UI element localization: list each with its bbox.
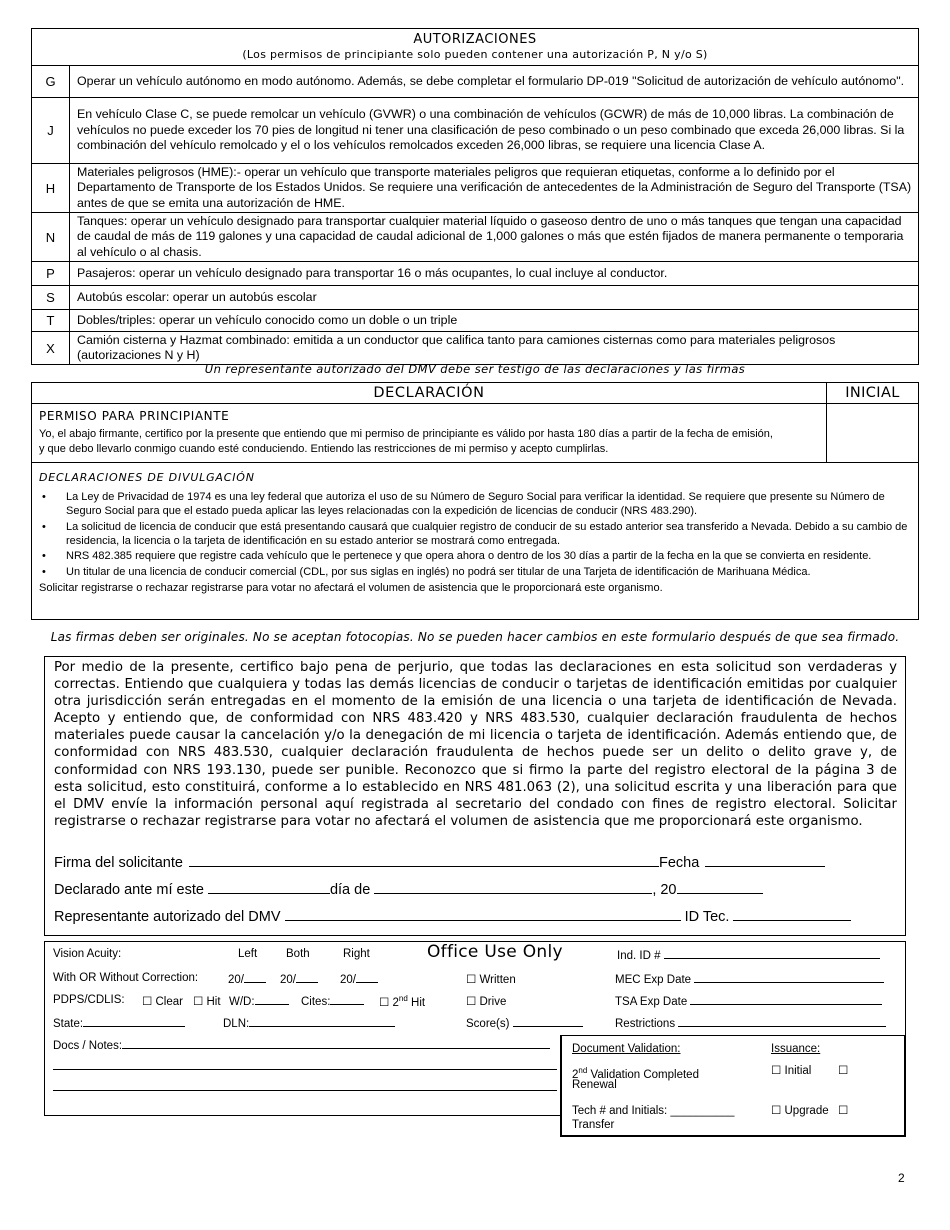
year-field[interactable] <box>677 880 763 894</box>
date-label: Fecha <box>658 855 700 871</box>
right-label: Right <box>343 948 370 960</box>
second-hit-box: ☐ 2 <box>379 996 399 1009</box>
witness-note: Un representante autorizado del DMV debe ser testigo de las declaraciones y las firmas <box>204 362 746 376</box>
page-number: 2 <box>898 1171 905 1185</box>
voter-note: Solicitar registrarse o rechazar registrarse para votar no afectará el volumen de asistencia que le proporcionará este organismo. <box>39 582 663 594</box>
learner-permit-title: PERMISO PARA PRINCIPIANTE <box>39 409 230 423</box>
dln-row <box>223 1016 395 1030</box>
endorsements-subtitle: (Los permisos de principiante solo pueden contener una autorización P, N y/o S) <box>242 48 708 61</box>
endorsement-row-s <box>32 286 918 310</box>
tech-initials-label: Tech # and Initials: __________ <box>572 1105 735 1117</box>
ind-id-label: Ind. ID # <box>617 950 661 962</box>
learner-permit-text: Yo, el abajo firmante, certifico por la presente que entiendo que mi permiso de principiante es válido por hasta 180 días a partir de la fecha de emisión, y que debo llevarlo conmigo cuando esté conduciendo. Entiendo las restricciones de mi permiso y acepto cumplirlas. <box>39 428 773 455</box>
endorsement-text: Camión cisterna y Hazmat combinado: emitida a un conductor que califica tanto para camiones cisternas como para materiales peligrosos (autorizaciones N y H) <box>77 332 836 362</box>
acuity-right-field[interactable] <box>356 972 378 983</box>
score-label: Score(s) <box>466 1018 510 1030</box>
ind-id-row <box>617 948 880 962</box>
mec-exp-field[interactable] <box>694 972 884 983</box>
wd-field[interactable] <box>255 994 289 1005</box>
restrictions-label: Restrictions <box>615 1018 676 1030</box>
endorsements-table <box>31 28 919 365</box>
acuity-left-field[interactable] <box>244 972 266 983</box>
endorsement-code: G <box>32 66 70 97</box>
docs-notes-label: Docs / Notes: <box>53 1040 123 1052</box>
issuance-title: Issuance: <box>771 1043 821 1055</box>
endorsement-row-h <box>32 164 918 213</box>
endorsement-code: H <box>32 164 70 212</box>
drive-checkbox[interactable]: ☐ Drive <box>466 996 507 1008</box>
notes-field-2[interactable] <box>53 1059 557 1070</box>
notes-field-3[interactable] <box>53 1080 557 1091</box>
date-field[interactable] <box>705 853 825 867</box>
endorsement-code: S <box>32 286 70 309</box>
ind-id-field[interactable] <box>664 948 880 959</box>
dmv-rep-label: Representante autorizado del DMV <box>54 909 281 925</box>
renewal-checkbox[interactable]: ☐ <box>838 1065 849 1077</box>
upgrade-checkbox[interactable]: ☐ Upgrade <box>771 1105 829 1117</box>
initial-header: INICIAL <box>845 385 900 401</box>
written-checkbox[interactable]: ☐ Written <box>466 974 516 986</box>
endorsement-text: Autobús escolar: operar un autobús escolar <box>77 289 317 304</box>
endorsement-text: Dobles/triples: operar un vehículo conocido como un doble o un triple <box>77 312 458 327</box>
mec-exp-label: MEC Exp Date <box>615 974 692 986</box>
endorsement-row-p <box>32 262 918 286</box>
sworn-label: Declarado ante mí este <box>54 882 204 898</box>
declaration-title: DECLARACIÓN <box>32 383 827 403</box>
list-item: • NRS 482.385 requiere que registre cada vehículo que le pertenece y que opera ahora o dentro de los 30 días a partir de la fecha en la que se convierta en residente. <box>39 549 912 563</box>
docs-notes-row <box>53 1038 550 1052</box>
mec-exp-row <box>615 972 884 986</box>
endorsement-code: T <box>32 310 70 331</box>
endorsements-title: AUTORIZACIONES <box>413 32 537 47</box>
restrictions-field[interactable] <box>678 1016 886 1027</box>
cites-row <box>301 994 364 1008</box>
endorsement-row-x <box>32 332 918 364</box>
disclosures-title: DECLARACIONES DE DIVULGACIÓN <box>39 471 255 484</box>
applicant-signature-field[interactable] <box>189 853 659 867</box>
acuity-prefix: 20/ <box>280 974 296 986</box>
dln-field[interactable] <box>249 1016 395 1027</box>
second-validation-post: Validation Completed <box>587 1068 699 1081</box>
list-item: • La Ley de Privacidad de 1974 es una ley federal que autoriza el uso de su Número de Seguro Social para verificar la identidad. Se requiere que presente su Número de Seguro Social para que el estado pueda aplicar las leyes relacionadas con la expedición de licencias de conducir (NRS 483.290). <box>39 490 912 518</box>
year-prefix: , 20 <box>652 882 677 898</box>
declaration-header <box>32 383 918 404</box>
docs-notes-field[interactable] <box>122 1038 550 1049</box>
sworn-line <box>54 880 763 898</box>
day-field[interactable] <box>208 880 330 894</box>
applicant-signature-line <box>54 853 825 871</box>
list-item: • Un titular de una licencia de conducir comercial (CDL, por sus siglas en inglés) no podrá ser titular de una Tarjeta de identificación de Marihuana Médica. <box>39 565 912 579</box>
left-label: Left <box>238 948 258 960</box>
dmv-rep-line <box>54 907 851 925</box>
hit-word: Hit <box>407 996 426 1009</box>
endorsements-header <box>32 29 918 66</box>
endorsement-row-g <box>32 66 918 98</box>
state-row <box>53 1016 185 1030</box>
nd-sup: nd <box>398 994 408 1003</box>
vision-acuity-label: Vision Acuity: <box>53 948 122 960</box>
transfer-checkbox[interactable]: ☐ <box>838 1105 849 1117</box>
dln-label: DLN: <box>223 1018 250 1030</box>
acuity-prefix: 20/ <box>340 974 356 986</box>
declaration-box <box>31 382 919 620</box>
endorsement-row-j <box>32 98 918 164</box>
acuity-right <box>340 972 378 986</box>
office-use-title: Office Use Only <box>427 942 563 962</box>
tech-id-label: ID Tec. <box>684 909 730 925</box>
day-of-label: día de <box>329 882 371 898</box>
cites-label: Cites: <box>301 996 331 1008</box>
doc-validation-title: Document Validation: <box>572 1043 681 1055</box>
endorsement-text: Tanques: operar un vehículo designado para transportar cualquier material líquido o gaseoso dentro de uno o más tanques que tengan una capacidad de caudal de más de 119 galones y una capacidad de caudal adicional de 1,000 galones o más que estén fijados de manera permanente o temporaria al vehículo o al chasis. <box>77 213 904 259</box>
endorsement-text: Pasajeros: operar un vehículo designado para transportar 16 o más ocupantes, lo cual incluye al conductor. <box>77 265 668 280</box>
endorsement-text: Operar un vehículo autónomo en modo autónomo. Además, se debe completar el formulario DP-019 "Solicitud de autorización de vehículo autónomo". <box>77 73 905 88</box>
endorsement-row-t <box>32 310 918 332</box>
acuity-both-field[interactable] <box>296 972 318 983</box>
wd-row <box>229 994 289 1008</box>
restrictions-row <box>615 1016 886 1030</box>
score-row <box>466 1016 583 1030</box>
initial-checkbox[interactable]: ☐ Initial <box>771 1065 812 1077</box>
certification-text: Por medio de la presente, certifico bajo pena de perjurio, que todas las declaraciones en esta solicitud son verdaderas y correctas. Entiendo que cualquiera y todas las demás licencias de conducir o tarjetas de identificación emitidas por cualquier otra jurisdicción serán entregadas en el momento de la emisión de una licencia o una tarjeta de identificación de Nevada. Acepto y entiendo que, de conformidad con NRS 483.420 y NRS 483.530, cualquier declaración fraudulenta de hechos materiales puede causar la cancelación y/o la denegación de mi licencia o tarjeta de identificación. Además entiendo que, de conformidad con NRS 483.530, cualquier declaración fraudulenta de hechos puede ser un delito o delito grave y, de conformidad con NRS 193.130, puede ser punible. Reconozco que si firmo la parte del registro electoral de la página 3 de esta solicitud, esto constituirá, conforme a lo establecido en NRS 481.063 (2), una solicitud escrita y una liberación para que el DMV envíe la información personal aquí registrada al secretario del condado con fines de registro electoral. Solicitar registrarse o rechazar registrarse para votar no afectará el volumen de asistencia que me proporcionará este organismo. <box>54 660 897 829</box>
state-field[interactable] <box>83 1016 185 1027</box>
applicant-signature-label: Firma del solicitante <box>54 855 183 871</box>
endorsement-code: P <box>32 262 70 285</box>
tsa-exp-field[interactable] <box>690 994 882 1005</box>
learner-permit-text-cell <box>32 404 827 462</box>
notes-line <box>53 1059 557 1073</box>
list-item: • La solicitud de licencia de conducir que está presentando causará que cualquier registro de conducir de su estado anterior sea transferido a Nevada. Debido a su cambio de residencia, la licencia o la tarjeta de identificación en su estado anterior se mostrará como entregada. <box>39 520 912 548</box>
endorsement-text: Materiales peligrosos (HME):- operar un vehículo que transporte materiales peligros que requieran etiquetas, conforme a lo definido por el Departamento de Transporte de los Estados Unidos. Se requiere una verificación de antecedentes de la Administración de Seguro del Transporte (TSA) antes de que se emita una autorización de HME. <box>77 164 912 210</box>
second-validation-pre: 2 <box>572 1068 579 1081</box>
endorsement-code: X <box>32 332 70 364</box>
certification-box <box>44 656 906 936</box>
dmv-rep-signature-field[interactable] <box>285 907 681 921</box>
originals-note: Las firmas deben ser originales. No se aceptan fotocopias. No se pueden hacer cambios en este formulario después de que sea firmado. <box>50 630 900 644</box>
wd-label: W/D: <box>229 996 255 1008</box>
acuity-left <box>228 972 266 986</box>
disclosures-list <box>32 485 918 579</box>
correction-label: With OR Without Correction: <box>53 972 199 984</box>
transfer-label: Transfer <box>572 1119 615 1131</box>
state-label: State: <box>53 1018 84 1030</box>
notes-line <box>53 1080 557 1094</box>
tech-id-field[interactable] <box>733 907 851 921</box>
second-validation-sup: nd <box>578 1066 588 1075</box>
pdps-label: PDPS/CDLIS: <box>53 994 125 1006</box>
acuity-both <box>280 972 318 986</box>
learner-permit-section <box>32 404 918 463</box>
tsa-exp-row <box>615 994 882 1008</box>
second-hit-checkbox[interactable] <box>379 994 425 1009</box>
score-field[interactable] <box>513 1016 583 1027</box>
clear-checkbox[interactable]: ☐ Clear <box>142 996 183 1008</box>
endorsement-row-n <box>32 213 918 262</box>
endorsement-code: N <box>32 213 70 261</box>
acuity-prefix: 20/ <box>228 974 244 986</box>
document-validation-box <box>560 1035 906 1137</box>
renewal-label: Renewal <box>572 1079 617 1091</box>
initial-field[interactable] <box>827 404 918 462</box>
month-field[interactable] <box>374 880 652 894</box>
endorsement-text: En vehículo Clase C, se puede remolcar un vehículo (GVWR) o una combinación de vehículos (GCWR) de más de 10,000 libras. La combinación de vehículos no puede exceder los 70 pies de longitud ni tener una clasificación de peso combinado o un peso combinado que exceda 26,000 libras. Si la combinación del vehículo remolcado y el o los vehículos remolcados exceden 26,000 libras, se requiere una licencia Clase A. <box>77 107 905 153</box>
both-label: Both <box>286 948 310 960</box>
hit-checkbox[interactable]: ☐ Hit <box>193 996 221 1008</box>
tsa-exp-label: TSA Exp Date <box>615 996 688 1008</box>
endorsement-code: J <box>32 98 70 163</box>
cites-field[interactable] <box>330 994 364 1005</box>
